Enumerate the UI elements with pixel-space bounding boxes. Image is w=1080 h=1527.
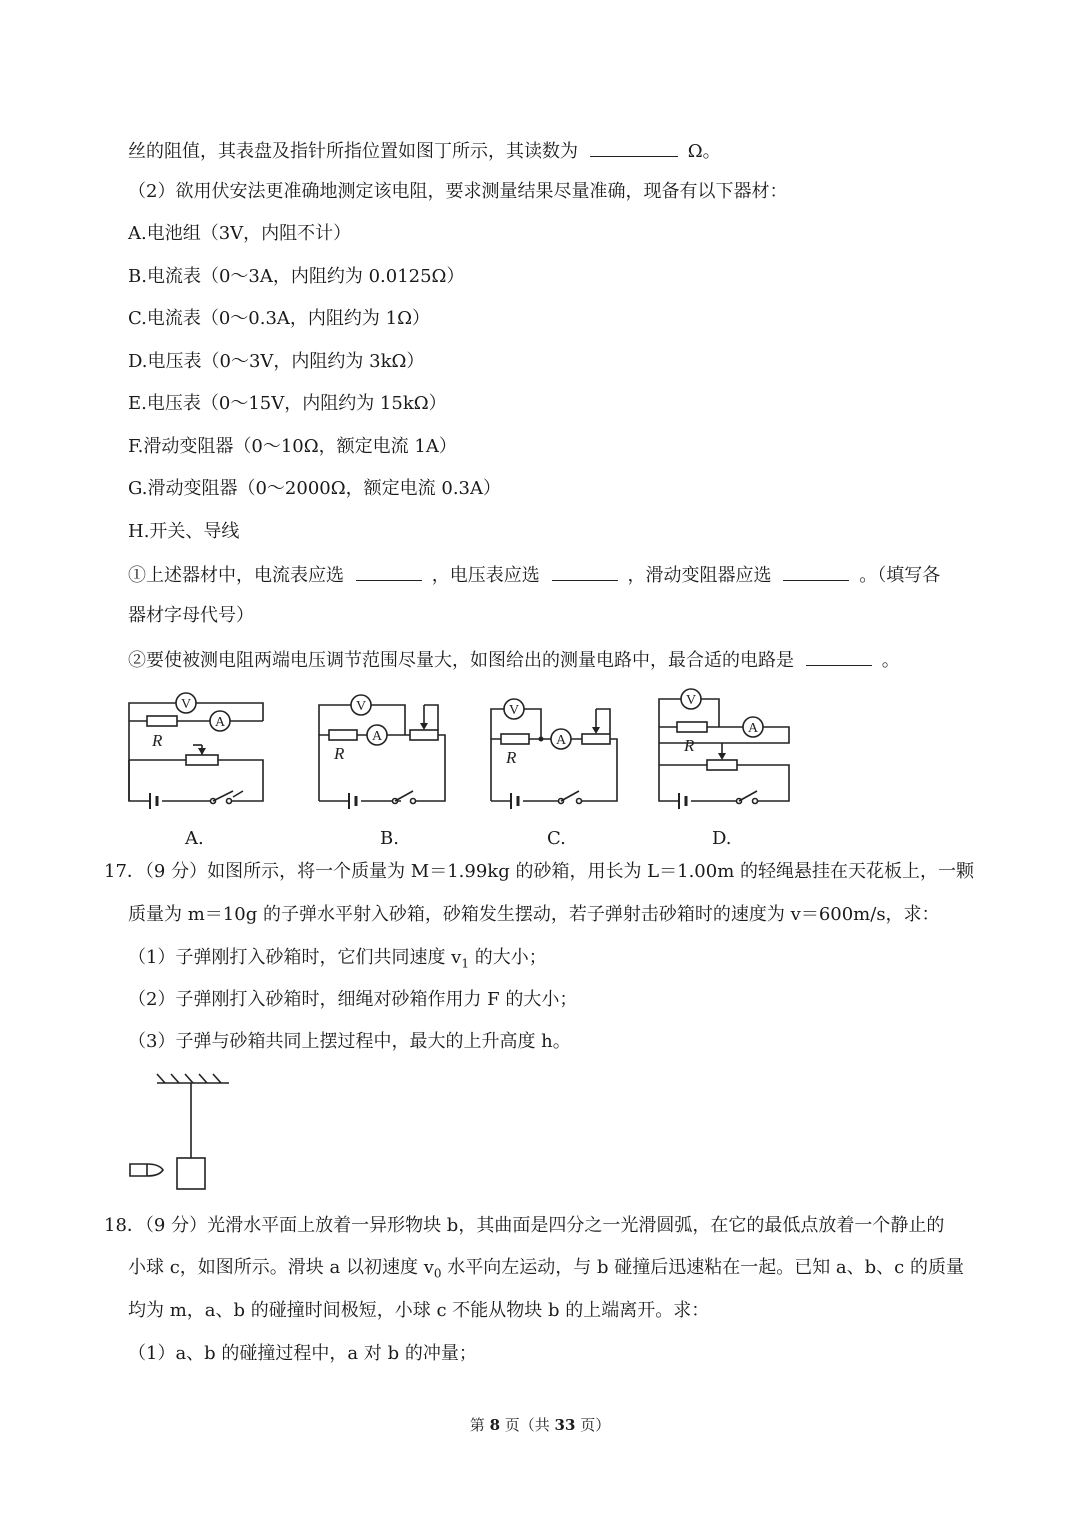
ohm-unit: Ω。: [687, 141, 721, 162]
voltmeter-icon: [504, 699, 524, 719]
q1-text-b: ，电压表应选: [431, 565, 540, 586]
q1-text-e: 器材字母代号）: [128, 605, 254, 626]
equipment-option-g: G.滑动变阻器（0～2000Ω，额定电流 0.3A）: [128, 478, 501, 499]
answer-blank-ammeter[interactable]: [356, 562, 422, 581]
resistor-label: R: [152, 731, 163, 750]
circuit-label-a: A.: [185, 828, 204, 849]
page-number: 8: [489, 1416, 500, 1434]
resistor-label: R: [334, 744, 345, 763]
ammeter-icon: [743, 717, 763, 737]
problem-17-line-1: 17．（9 分）如图所示，将一个质量为 M＝1.99kg 的砂箱，用长为 L＝1.00m 的轻绳悬挂在天花板上，一颗: [104, 861, 974, 882]
p18-l2-text: 小球 c，如图所示。滑块 a 以初速度 v: [128, 1257, 434, 1278]
equipment-option-d: D.电压表（0～3V，内阻约为 3kΩ）: [128, 351, 425, 372]
reading-text: 丝的阻值，其表盘及指针所指位置如图丁所示，其读数为: [128, 141, 578, 162]
equipment-option-f: F.滑动变阻器（0～10Ω，额定电流 1A）: [128, 436, 457, 457]
problem-17-sub-1: [128, 946, 547, 976]
problem-17-sub-3: （3）子弹与砂箱共同上摆过程中，最大的上升高度 h。: [128, 1031, 571, 1052]
p18-l2-text-end: 水平向左运动，与 b 碰撞后迅速粘在一起。已知 a、b、c 的质量: [441, 1257, 964, 1278]
circuit-diagram-a: [125, 683, 270, 813]
circuit-label-b: B.: [380, 828, 399, 849]
voltmeter-icon: [351, 695, 371, 715]
answer-blank-voltmeter[interactable]: [552, 562, 618, 581]
problem-18-line-3: 均为 m，a、b 的碰撞时间极短，小球 c 不能从物块 b 的上端离开。求：: [128, 1300, 710, 1321]
svg-text:A: A: [371, 729, 383, 744]
text-line-reading: [128, 138, 721, 164]
q2-text-b: 。: [881, 650, 900, 671]
text-line-part2: （2）欲用伏安法更准确地测定该电阻，要求测量结果尽量准确，现备有以下器材：: [128, 181, 788, 202]
sandbox-pendulum-figure: [125, 1070, 240, 1195]
problem-17-line-2: 质量为 m＝10g 的子弹水平射入砂箱，砂箱发生摆动，若子弹射击砂箱时的速度为 v＝600m/s，求：: [128, 904, 940, 925]
svg-text:V: V: [180, 697, 192, 712]
answer-blank-rheostat[interactable]: [783, 562, 849, 581]
total-pages: 33: [554, 1416, 576, 1434]
p17-s1-text: （1）子弹刚打入砂箱时，它们共同速度 v: [128, 947, 462, 968]
q1-text-a: ①上述器材中，电流表应选: [128, 565, 344, 586]
question-select-equipment: [128, 562, 940, 588]
equipment-option-h: H.开关、导线: [128, 521, 240, 542]
circuit-diagram-c: [487, 683, 622, 813]
p17-s1-text-end: 的大小；: [468, 947, 547, 968]
equipment-option-a: A.电池组（3V，内阻不计）: [128, 223, 352, 244]
voltmeter-icon: [176, 693, 196, 713]
ammeter-icon: [210, 711, 230, 731]
question-select-circuit: [128, 647, 900, 673]
q2-text-a: ②要使被测电阻两端电压调节范围尽量大，如图给出的测量电路中，最合适的电路是: [128, 650, 794, 671]
resistor-label: R: [506, 748, 517, 767]
page-footer: [0, 1414, 1080, 1435]
circuit-diagram-b: [315, 683, 450, 813]
problem-18-line-1: 18．（9 分）光滑水平面上放着一异形物块 b，其曲面是四分之一光滑圆弧，在它的最低点放着一个静止的: [104, 1215, 945, 1236]
answer-blank-reading[interactable]: [590, 138, 678, 157]
equipment-option-c: C.电流表（0～0.3A，内阻约为 1Ω）: [128, 308, 431, 329]
problem-17-sub-2: （2）子弹刚打入砂箱时，细绳对砂箱作用力 F 的大小；: [128, 989, 578, 1010]
q1-text-c: ，滑动变阻器应选: [627, 565, 772, 586]
answer-blank-circuit[interactable]: [806, 647, 872, 666]
footer-prefix: 第: [469, 1416, 490, 1434]
equipment-option-e: E.电压表（0～15V，内阻约为 15kΩ）: [128, 393, 447, 414]
p18-l2-subscript: 0: [433, 1266, 442, 1281]
equipment-option-b: B.电流表（0～3A，内阻约为 0.0125Ω）: [128, 266, 465, 287]
voltmeter-icon: [681, 689, 701, 709]
svg-text:A: A: [214, 715, 226, 730]
p17-s1-subscript: 1: [461, 956, 469, 971]
circuit-diagram-d: [655, 683, 800, 813]
svg-text:V: V: [685, 693, 697, 708]
resistor-label: R: [684, 736, 695, 755]
ammeter-icon: [551, 729, 571, 749]
footer-suffix: 页）: [575, 1416, 611, 1434]
q1-text-d: 。（填写各: [859, 565, 941, 586]
footer-middle: 页（共: [500, 1416, 555, 1434]
ammeter-icon: [367, 725, 387, 745]
circuit-label-c: C.: [547, 828, 566, 849]
svg-text:V: V: [508, 703, 520, 718]
svg-text:A: A: [747, 721, 759, 736]
svg-text:V: V: [355, 699, 367, 714]
problem-18-line-2: [128, 1256, 964, 1286]
circuit-label-d: D.: [712, 828, 732, 849]
problem-18-sub-1: （1）a、b 的碰撞过程中，a 对 b 的冲量；: [128, 1343, 477, 1364]
svg-text:A: A: [555, 733, 567, 748]
